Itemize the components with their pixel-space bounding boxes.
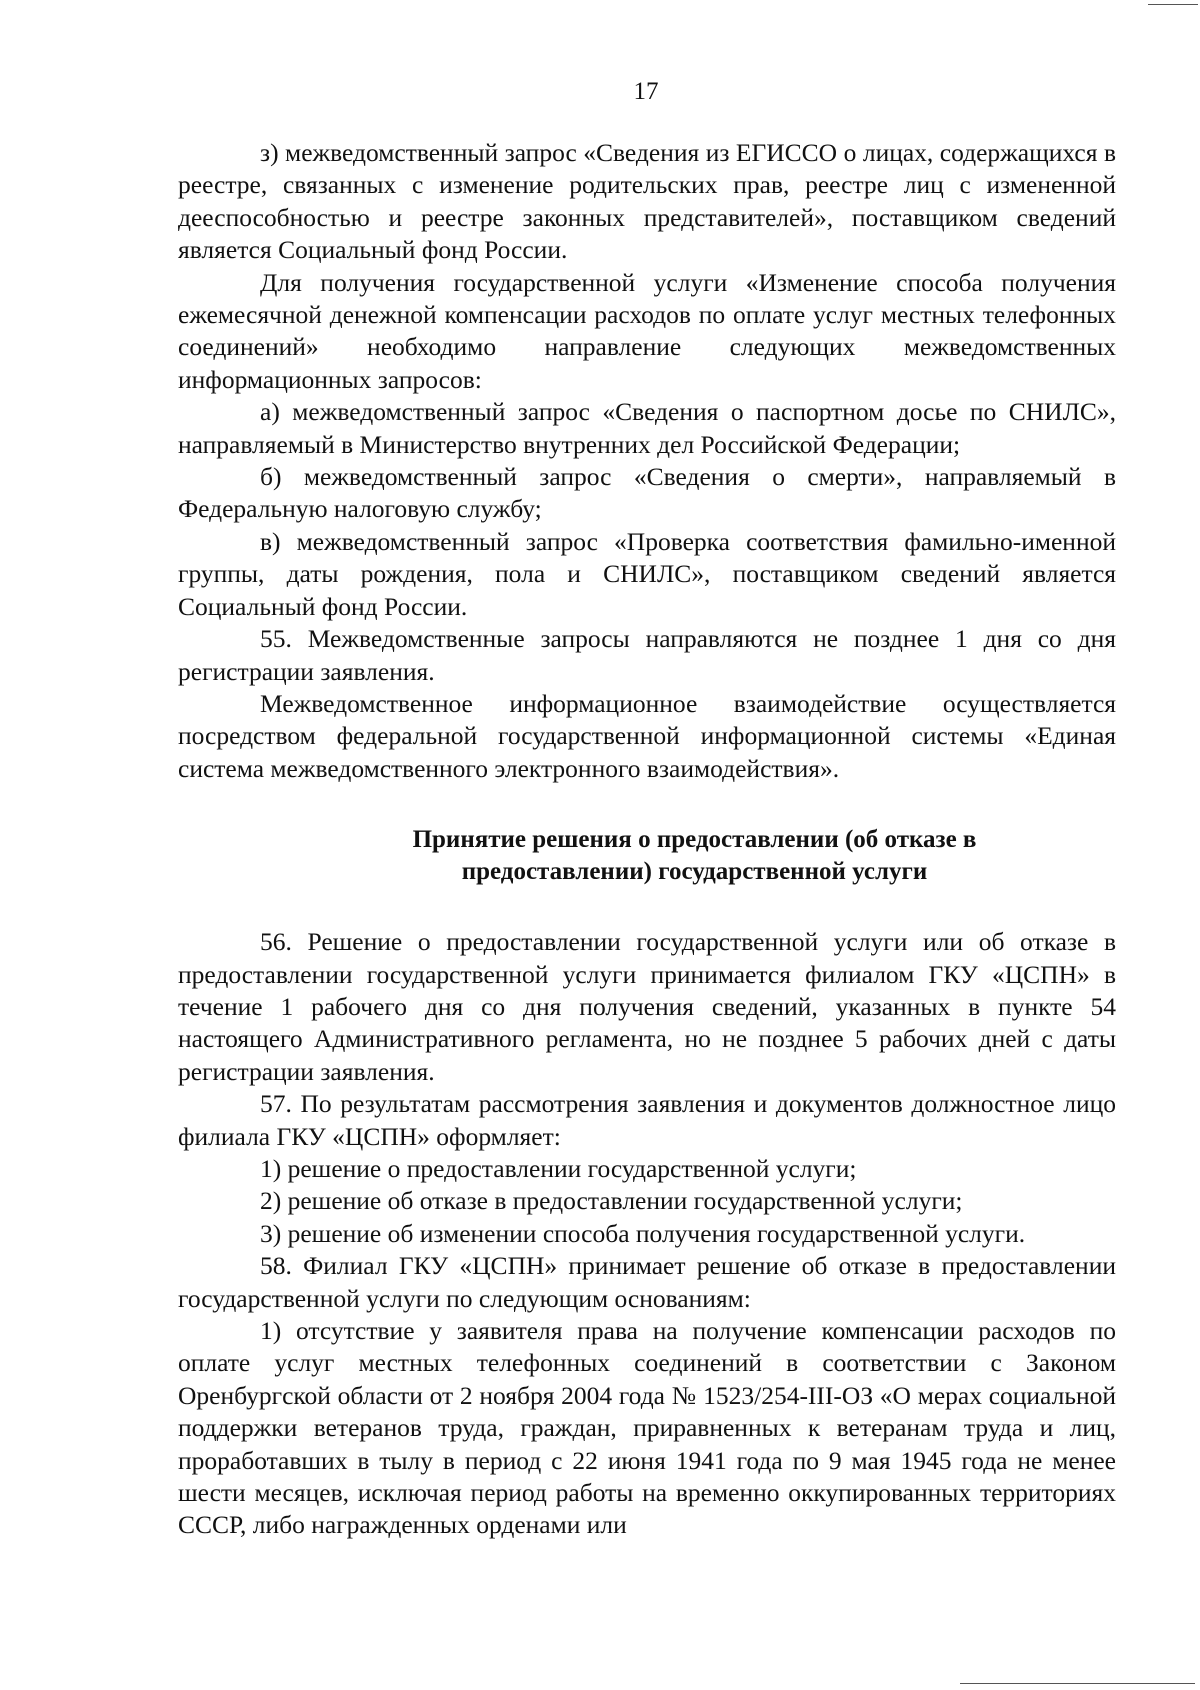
- paragraph: 56. Решение о предоставлении государственной услуги или об отказе в предоставлении государственной услуги принимается филиалом ГКУ «ЦСПН» в течение 1 рабочего дня со дня получения сведений, указанных в пункте 54 настоящего Административного регламента, но не позднее 5 рабочих дней с даты регистрации заявления.: [178, 927, 1116, 1086]
- paragraph: Для получения государственной услуги «Изменение способа получения ежемесячной денежной компенсации расходов по оплате услуг местных телефонных соединений» необходимо направление следующих межведомственных информационных запросов:: [178, 267, 1116, 394]
- paragraph: 1) отсутствие у заявителя права на получение компенсации расходов по оплате услуг местных телефонных соединений в соответствии с Законом Оренбургской области от 2 ноября 2004 года № 1523/254-III-ОЗ «О мерах социальной поддержки ветеранов труда, граждан, приравненных к ветеранам труда и лиц, проработавших в тылу в период с 22 июня 1941 года по 9 мая 1945 года не менее шести месяцев, исключая период работы на временно оккупированных территориях СССР, либо награжденных орденами или: [178, 1316, 1116, 1540]
- paragraph: 55. Межведомственные запросы направляются не позднее 1 дня со дня регистрации заявления.: [178, 624, 1116, 686]
- paragraph: 1) решение о предоставлении государственной услуги;: [260, 1153, 857, 1183]
- section-heading-line: Принятие решения о предоставлении (об отказе в: [412, 826, 977, 854]
- section-heading: [273, 824, 1116, 888]
- paragraph: 58. Филиал ГКУ «ЦСПН» принимает решение об отказе в предоставлении государственной услуги по следующим основаниям:: [178, 1251, 1116, 1313]
- paragraph: 2) решение об отказе в предоставлении государственной услуги;: [260, 1186, 963, 1216]
- document-body: [178, 137, 1116, 1542]
- page-number: 17: [633, 78, 659, 105]
- paragraph: 57. По результатам рассмотрения заявления и документов должностное лицо филиала ГКУ «ЦСПН» оформляет:: [178, 1089, 1116, 1151]
- paragraph: в) межведомственный запрос «Проверка соответствия фамильно-именной группы, даты рождения, пола и СНИЛС», поставщиком сведений является Социальный фонд России.: [178, 526, 1116, 621]
- scan-mark-top-right: [1148, 4, 1198, 5]
- paragraph: Межведомственное информационное взаимодействие осуществляется посредством федеральной государственной информационной системы «Единая система межведомственного электронного взаимодействия».: [178, 688, 1116, 783]
- scan-mark-bottom-right: [960, 1683, 1195, 1684]
- paragraph: з) межведомственный запрос «Сведения из ЕГИССО о лицах, содержащихся в реестре, связанных с изменение родительских прав, реестре лиц с измененной дееспособностью и реестре законных представителей», поставщиком сведений является Социальный фонд России.: [178, 138, 1116, 265]
- paragraph: б) межведомственный запрос «Сведения о смерти», направляемый в Федеральную налоговую службу;: [178, 462, 1116, 524]
- section-heading-line: предоставлении) государственной услуги: [461, 858, 928, 886]
- paragraph: а) межведомственный запрос «Сведения о паспортном досье по СНИЛС», направляемый в Министерство внутренних дел Российской Федерации;: [178, 397, 1116, 459]
- paragraph: 3) решение об изменении способа получения государственной услуги.: [260, 1218, 1026, 1248]
